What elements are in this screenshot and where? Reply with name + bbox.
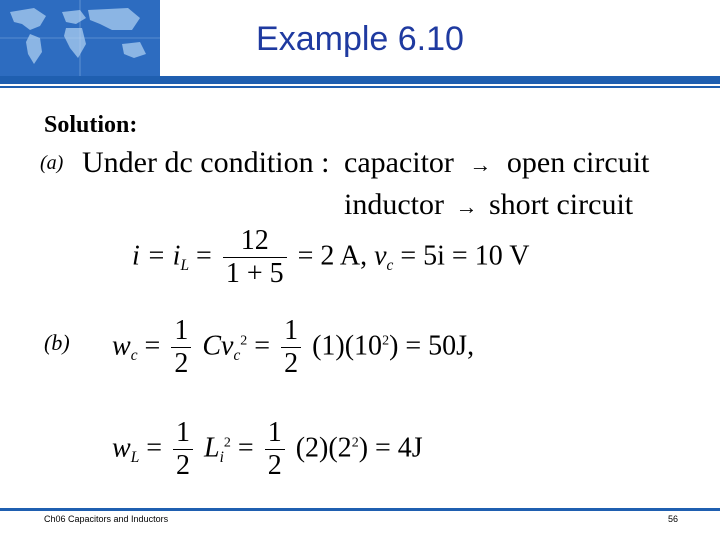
page-number: 56 xyxy=(667,514,678,524)
equals-sign: = xyxy=(146,432,163,464)
fraction-numerator: 1 xyxy=(265,418,285,450)
slide-header xyxy=(0,0,720,88)
square-exponent: 2 xyxy=(351,435,359,451)
current-lhs: i = i xyxy=(132,240,181,272)
capacitor-result: open circuit xyxy=(506,146,650,179)
fraction-denominator: 2 xyxy=(176,449,191,481)
fraction-denominator: 1 + 5 xyxy=(225,257,284,289)
equals-sign: = xyxy=(196,240,212,272)
fraction-denominator: 2 xyxy=(174,347,189,379)
wc-symbol: w xyxy=(112,330,131,362)
wl-sub: L xyxy=(130,448,140,466)
capacitor-line xyxy=(344,146,649,180)
half-fraction xyxy=(281,316,301,380)
half-fraction xyxy=(173,418,193,482)
capacitor-text: capacitor xyxy=(344,146,454,179)
part-b-label xyxy=(44,330,70,356)
half-fraction xyxy=(171,316,191,380)
fraction-numerator: 1 xyxy=(173,418,193,450)
part-b-marker: (b) xyxy=(44,330,70,355)
fraction-denominator: 2 xyxy=(267,449,282,481)
fraction-numerator: 12 xyxy=(223,226,287,258)
current-result: = 2 A, xyxy=(297,240,368,272)
wc-sub: c xyxy=(130,346,138,364)
fraction-numerator: 1 xyxy=(171,316,191,348)
fraction-denominator: 2 xyxy=(284,347,299,379)
cv-term: Cv xyxy=(202,330,234,362)
solution-label: Solution: xyxy=(44,112,138,138)
header-rule xyxy=(0,76,720,84)
wl-symbol: w xyxy=(112,432,131,464)
li-term: L xyxy=(204,432,220,464)
footer-chapter: Ch06 Capacitors and Inductors xyxy=(44,514,169,524)
current-equation xyxy=(132,226,529,290)
current-lhs-sub: L xyxy=(180,256,190,274)
half-fraction xyxy=(265,418,285,482)
header-rule-thin xyxy=(0,86,720,88)
current-fraction xyxy=(223,226,287,290)
square-exponent: 2 xyxy=(382,333,390,349)
dc-condition-text: Under dc condition : xyxy=(82,146,330,179)
cv-sub: c xyxy=(233,346,241,364)
wc-product: (1)(10 xyxy=(312,330,383,362)
inductor-text: inductor xyxy=(344,188,444,221)
arrow-icon: → xyxy=(455,194,478,219)
dc-condition-line xyxy=(82,146,329,180)
fraction-numerator: 1 xyxy=(281,316,301,348)
world-map-logo xyxy=(0,0,160,76)
vc-sub: c xyxy=(386,256,394,274)
square-exponent: 2 xyxy=(240,333,248,349)
vc-symbol: v xyxy=(374,240,387,272)
arrow-icon: → xyxy=(469,152,492,177)
part-a-marker: (a) xyxy=(40,152,64,174)
wl-result: ) = 4J xyxy=(358,432,423,464)
inductor-result: short circuit xyxy=(488,188,634,221)
inductor-energy-equation xyxy=(112,418,423,482)
wc-result: ) = 50J, xyxy=(389,330,475,362)
li-sub: i xyxy=(219,448,224,466)
wl-product: (2)(2 xyxy=(295,432,352,464)
footer-rule xyxy=(0,508,720,511)
slide-title: Example 6.10 xyxy=(256,20,464,58)
square-exponent: 2 xyxy=(223,435,231,451)
part-a-label xyxy=(40,152,63,175)
equals-sign: = xyxy=(254,330,271,362)
inductor-line xyxy=(344,188,633,222)
equals-sign: = xyxy=(237,432,254,464)
equals-sign: = xyxy=(144,330,161,362)
vc-result: = 5i = 10 V xyxy=(400,240,530,272)
capacitor-energy-equation xyxy=(112,316,474,380)
world-map-icon xyxy=(0,0,160,76)
